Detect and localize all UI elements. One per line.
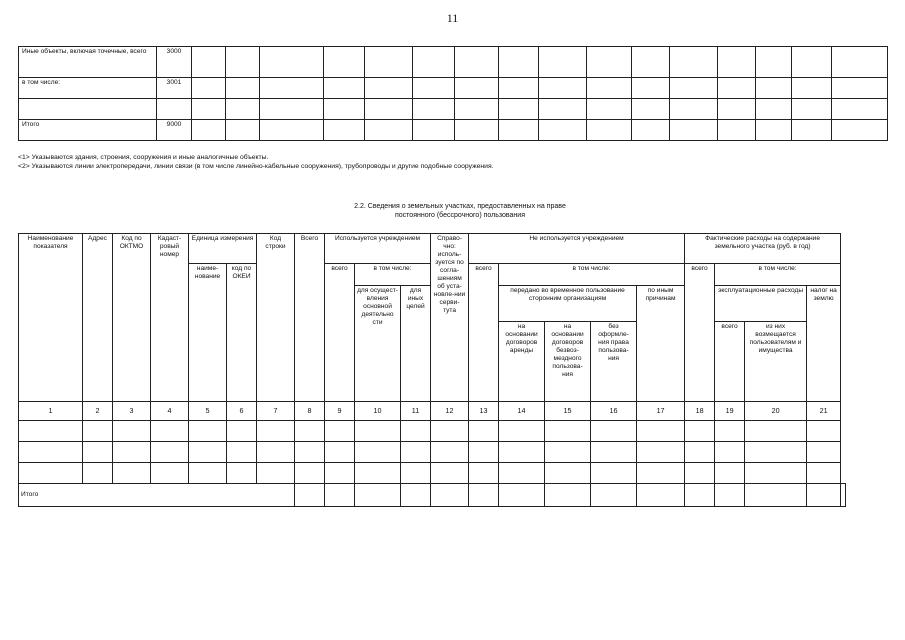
header-servitude: Справо-чно: исполь-зуется по согла-шениям об уста-новле-нии серви-тута [431, 234, 469, 402]
header-other-reasons: по иным причинам [637, 286, 685, 402]
header-not-used-incl: в том числе: [499, 264, 685, 286]
column-number: 9 [325, 402, 355, 421]
column-number: 15 [545, 402, 591, 421]
header-used-activity: для осущест-вления основной деятельно сти [355, 286, 401, 402]
land-plots-table [18, 233, 846, 507]
column-number: 8 [295, 402, 325, 421]
table-row [19, 47, 888, 78]
footnote-1: <1> Указываются здания, строения, сооружения и иные аналогичные объекты. [18, 154, 269, 161]
table-row [19, 442, 846, 463]
header-address: Адрес [83, 234, 113, 402]
header-oktmo: Код по ОКТМО [113, 234, 151, 402]
column-number: 20 [745, 402, 807, 421]
header-used-other: для иных целей [401, 286, 431, 402]
column-number: 2 [83, 402, 113, 421]
total-label: Итого [19, 484, 295, 507]
row-code: 9000 [157, 120, 192, 141]
header-unit-okei: код по ОКЕИ [227, 264, 257, 402]
header-land-tax: налог на землю [807, 286, 841, 402]
row-label: Иные объекты, включая точечные, всего [19, 47, 157, 78]
column-number: 14 [499, 402, 545, 421]
header-no-doc: без оформле-ния права пользова-ния [591, 322, 637, 402]
column-number: 17 [637, 402, 685, 421]
row-code: 3001 [157, 78, 192, 99]
header-lease: на основании договоров аренды [499, 322, 545, 402]
table-row [19, 421, 846, 442]
header-transferred: передано во временное пользование сторонним организациям [499, 286, 637, 322]
column-number: 3 [113, 402, 151, 421]
header-used: Используется учреждением [325, 234, 431, 264]
page-number: 11 [446, 11, 459, 25]
column-number: 1 [19, 402, 83, 421]
column-number: 21 [807, 402, 841, 421]
header-not-used: Не используется учреждением [469, 234, 685, 264]
header-unit: Единица измерения [189, 234, 257, 264]
column-number: 7 [257, 402, 295, 421]
row-label [19, 99, 157, 120]
header-free-use: на основании договоров безвоз-мездного пользова-ния [545, 322, 591, 402]
header-not-used-all: всего [469, 264, 499, 402]
column-number: 12 [431, 402, 469, 421]
column-number: 13 [469, 402, 499, 421]
header-operating: эксплуатационные расходы [715, 286, 807, 322]
objects-table [18, 46, 888, 141]
header-exp-all: всего [685, 264, 715, 402]
column-number: 19 [715, 402, 745, 421]
header-cadastral: Кадаст-ровый номер [151, 234, 189, 402]
header-used-incl: в том числе: [355, 264, 431, 286]
column-number: 11 [401, 402, 431, 421]
header-total: Всего [295, 234, 325, 402]
table-row [19, 120, 888, 141]
table-row [19, 463, 846, 484]
column-number: 16 [591, 402, 637, 421]
row-code: 3000 [157, 47, 192, 78]
column-numbers-row [19, 402, 846, 421]
column-number: 5 [189, 402, 227, 421]
column-number: 6 [227, 402, 257, 421]
header-row-code: Код строки [257, 234, 295, 402]
header-exp-incl: в том числе: [715, 264, 841, 286]
header-name: Наименование показателя [19, 234, 83, 402]
row-label: в том числе: [19, 78, 157, 99]
header-used-all: всего [325, 264, 355, 402]
header-op-all: всего [715, 322, 745, 402]
section-title: 2.2. Сведения о земельных участках, предоставленных на праве постоянного (бессрочного) пользования [354, 203, 566, 219]
header-reimbursed: из них возмещается пользователям и имущества [745, 322, 807, 402]
row-code [157, 99, 192, 120]
footnote-2: <2> Указываются линии электропередачи, линии связи (в том числе линейно-кабельные сооружения), трубопроводы и другие подобные сооружения. [18, 163, 494, 170]
column-number: 18 [685, 402, 715, 421]
header-unit-name: наиме-нование [189, 264, 227, 402]
table-row [19, 99, 888, 120]
table-row [19, 78, 888, 99]
header-expenses: Фактические расходы на содержание земельного участка (руб. в год) [685, 234, 841, 264]
column-number: 4 [151, 402, 189, 421]
row-label: Итого [19, 120, 157, 141]
column-number: 10 [355, 402, 401, 421]
total-row [19, 484, 846, 507]
